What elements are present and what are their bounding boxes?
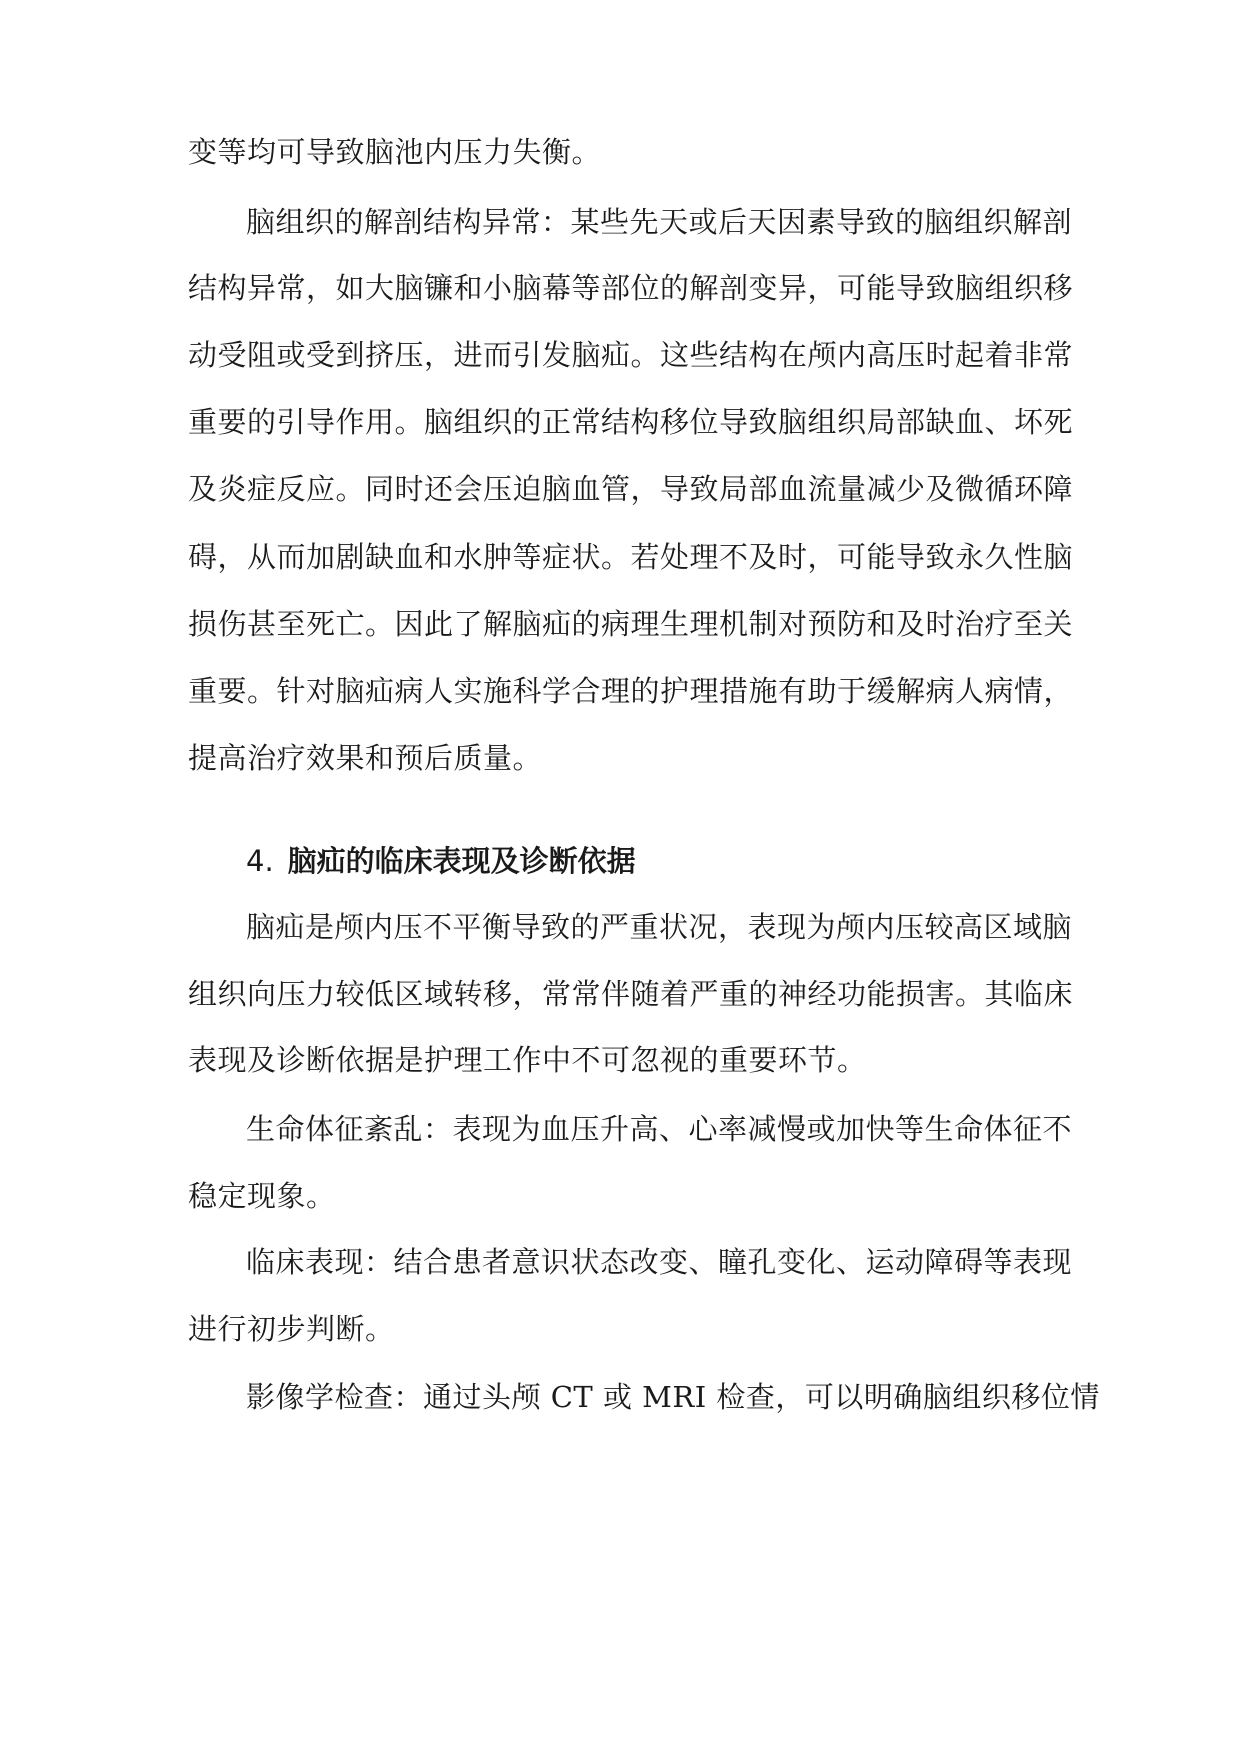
paragraph-anatomy-line: 重要的引导作用。脑组织的正常结构移位导致脑组织局部缺血、坏死 [188,405,1074,439]
paragraph-anatomy-line: 动受阻或受到挤压，进而引发脑疝。这些结构在颅内高压时起着非常 [188,338,1074,372]
paragraph-vitals-line: 稳定现象。 [188,1179,336,1213]
paragraph-clinical-line: 进行初步判断。 [188,1312,395,1346]
paragraph-anatomy-line: 提高治疗效果和预后质量。 [188,741,543,775]
paragraph-anatomy-line: 损伤甚至死亡。因此了解脑疝的病理生理机制对预防和及时治疗至关 [188,607,1074,641]
paragraph-anatomy-line: 碍，从而加剧缺血和水肿等症状。若处理不及时，可能导致永久性脑 [188,540,1074,574]
section-heading [246,839,636,883]
paragraph-anatomy-line: 结构异常，如大脑镰和小脑幕等部位的解剖变异，可能导致脑组织移 [188,271,1074,305]
paragraph-imaging-line: 影像学检查：通过头颅 CT 或 MRI 检查，可以明确脑组织移位情 [246,1380,1100,1414]
paragraph-anatomy-line: 重要。针对脑疝病人实施科学合理的护理措施有助于缓解病人病情， [188,674,1074,708]
paragraph-intro-line: 脑疝是颅内压不平衡导致的严重状况，表现为颅内压较高区域脑 [246,910,1073,944]
paragraph-clinical-line: 临床表现：结合患者意识状态改变、瞳孔变化、运动障碍等表现 [246,1245,1073,1279]
paragraph-intro-line: 表现及诊断依据是护理工作中不可忽视的重要环节。 [188,1043,867,1077]
paragraph-intro-line: 组织向压力较低区域转移，常常伴随着严重的神经功能损害。其临床 [188,977,1074,1011]
paragraph-anatomy-line: 及炎症反应。同时还会压迫脑血管，导致局部血流量减少及微循环障 [188,472,1074,506]
paragraph-top-line: 变等均可导致脑池内压力失衡。 [188,135,602,169]
paragraph-vitals-line: 生命体征紊乱：表现为血压升高、心率减慢或加快等生命体征不 [246,1112,1073,1146]
paragraph-anatomy-line: 脑组织的解剖结构异常：某些先天或后天因素导致的脑组织解剖 [246,205,1073,239]
section-number: 4. [246,844,274,878]
section-title: 脑疝的临床表现及诊断依据 [287,844,636,878]
